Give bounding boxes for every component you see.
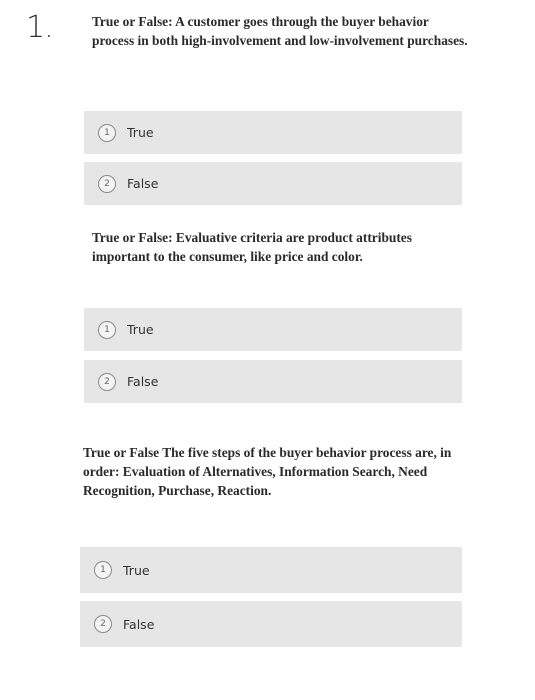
option-label: True [127, 125, 154, 140]
option-number-icon: 2 [98, 175, 116, 193]
option-label: False [127, 176, 159, 191]
question-2-option-true[interactable] [84, 308, 462, 351]
option-number-icon: 1 [98, 124, 116, 142]
question-1-option-false[interactable] [84, 162, 462, 205]
option-number-icon: 2 [94, 615, 112, 633]
question-1-option-true[interactable] [84, 111, 462, 154]
question-3-option-false[interactable] [80, 601, 462, 647]
page-number: 1. [26, 10, 53, 45]
option-label: False [123, 616, 155, 632]
option-number-icon: 1 [94, 561, 112, 579]
option-label: False [127, 374, 159, 389]
option-number-icon: 1 [98, 321, 116, 339]
option-label: True [127, 322, 154, 337]
question-2-option-false[interactable] [84, 360, 462, 403]
question-3-option-true[interactable] [80, 547, 462, 593]
question-1-text: True or False: A customer goes through the buyer behavior process in both high-involvement and low-involvement purchases. [92, 14, 468, 48]
option-number-icon: 2 [98, 373, 116, 391]
option-label: True [123, 562, 150, 578]
question-3-text: True or False The five steps of the buyer behavior process are, in order: Evaluation of Alternatives, Information Search, Need Recognition, Purchase, Reaction. [83, 445, 452, 498]
question-2-text: True or False: Evaluative criteria are product attributes important to the consumer, like price and color. [92, 230, 412, 264]
